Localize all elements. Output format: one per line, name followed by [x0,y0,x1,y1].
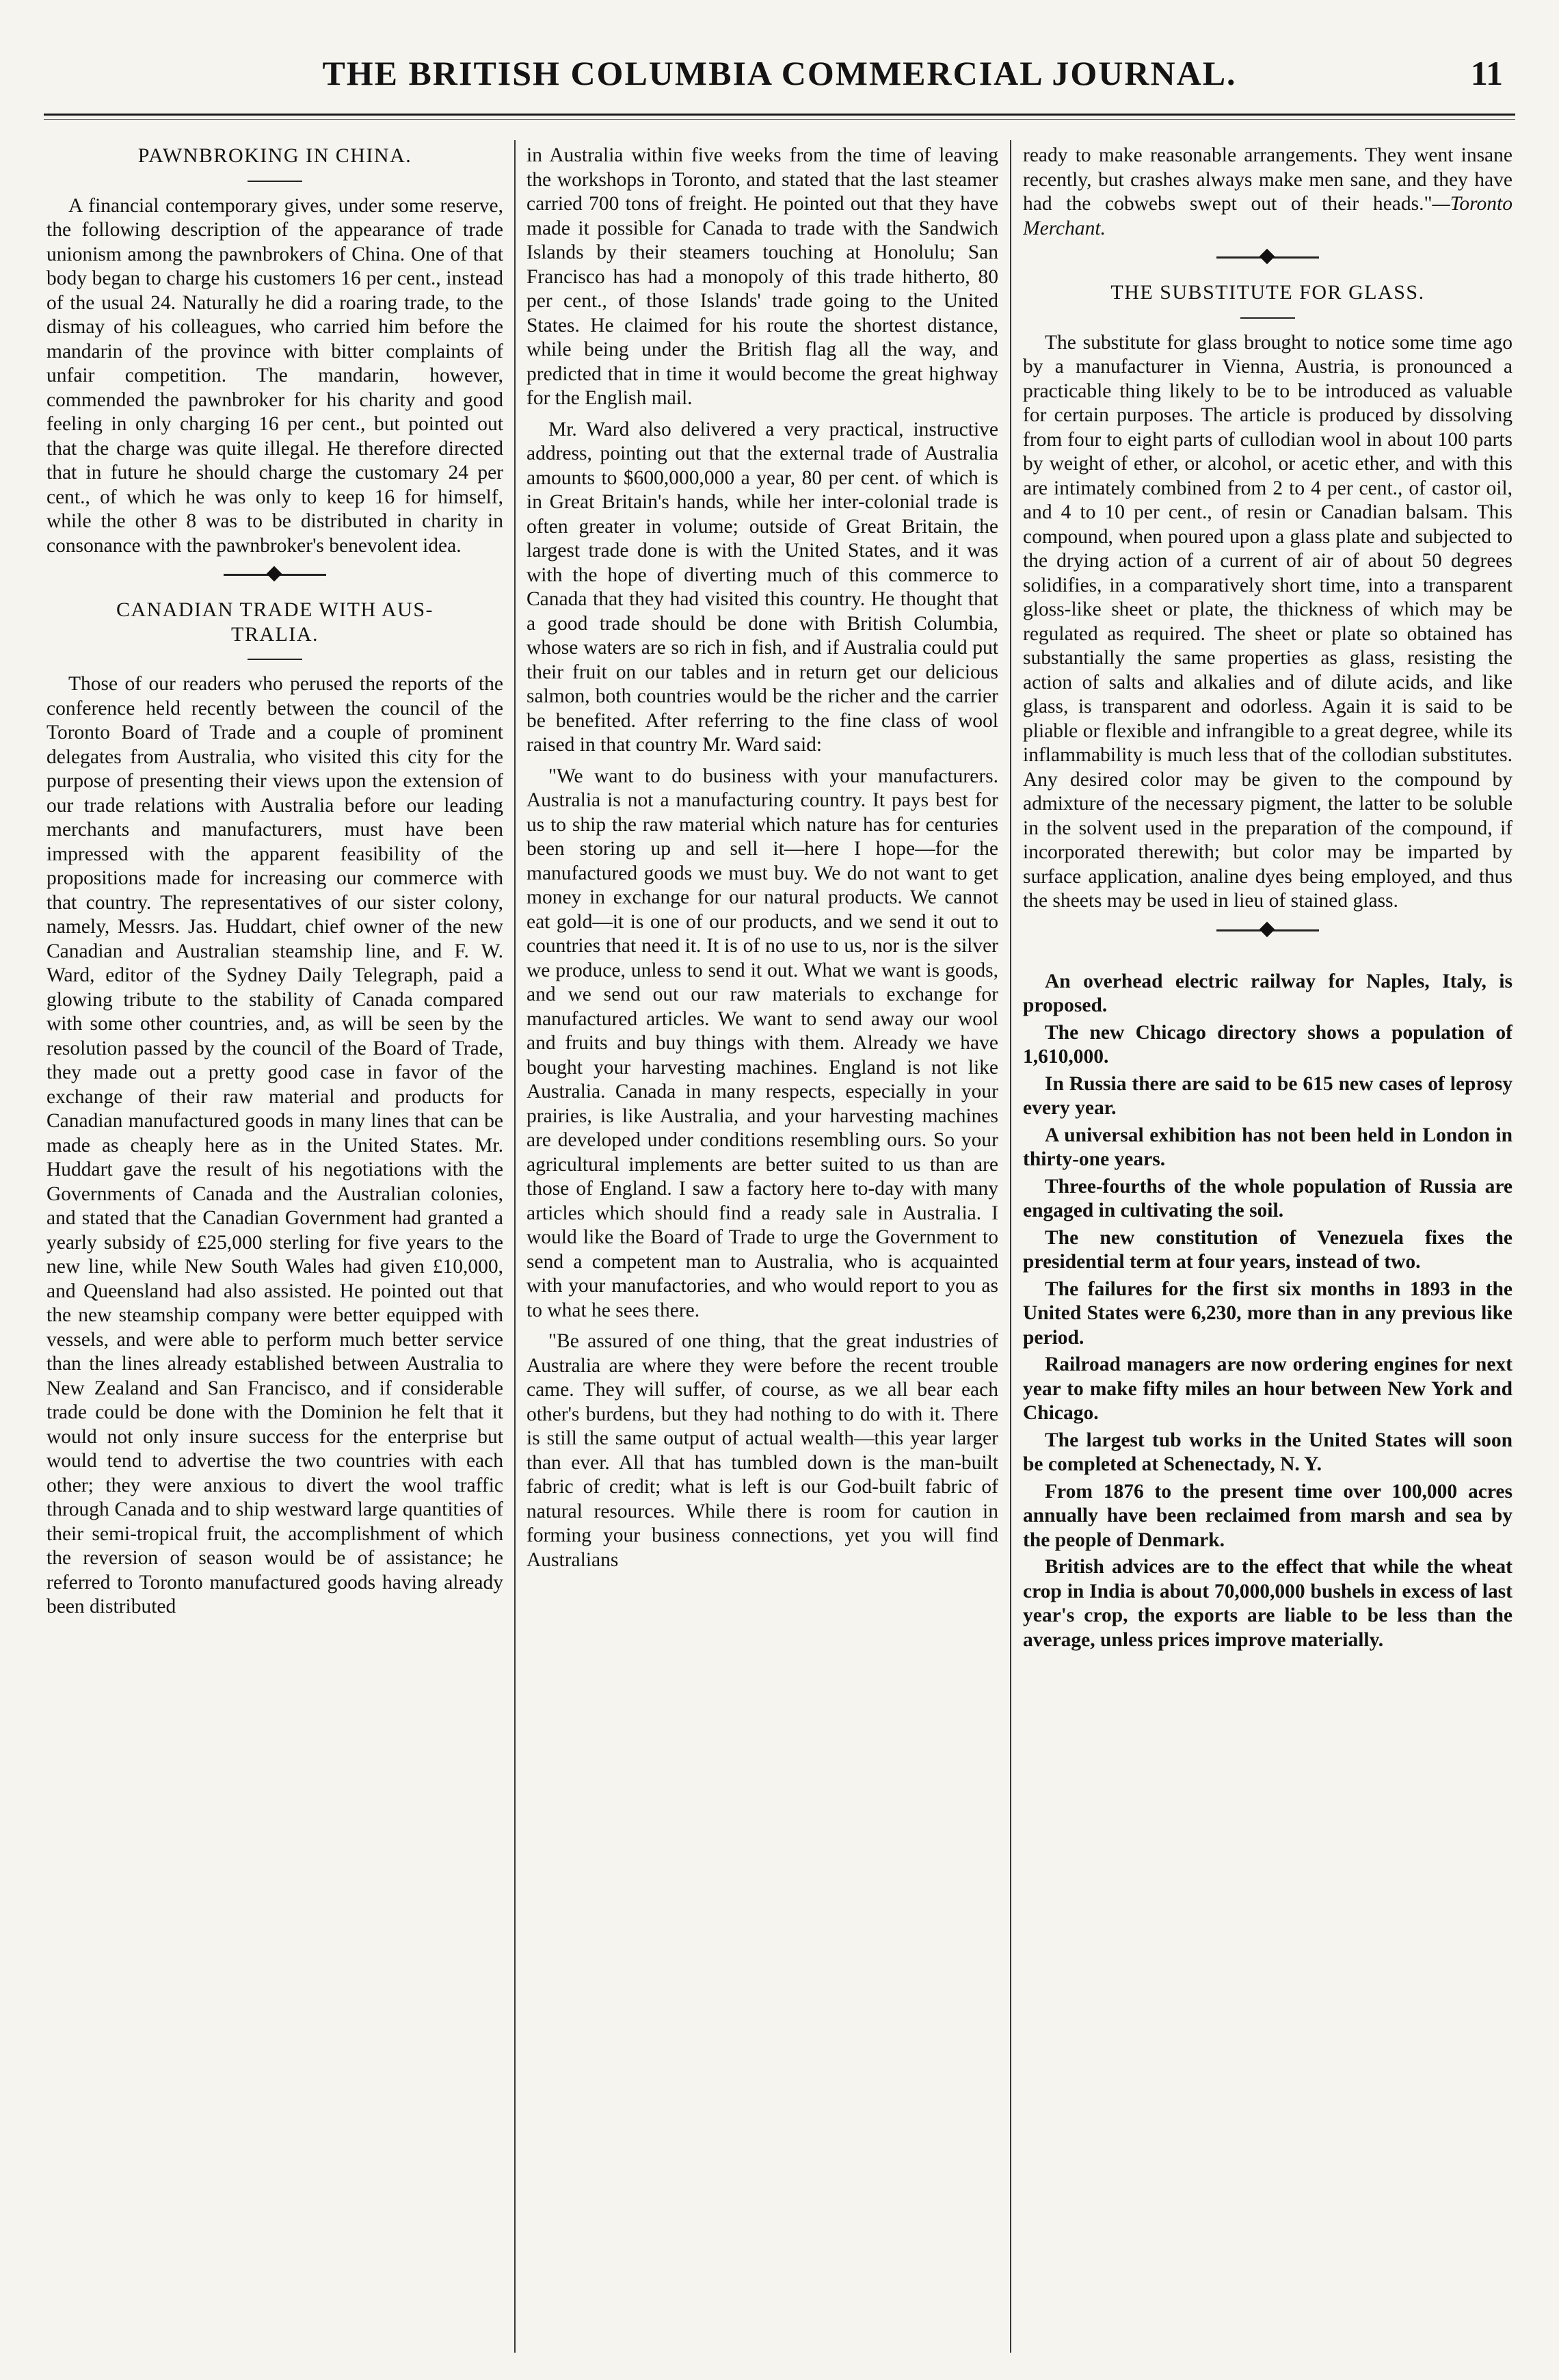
canadian-trade-paragraph-2: Mr. Ward also delivered a very practical, instructive address, pointing out that the external trade of Australia amounts to $600,000,000 a year, 80 per cent. of which is in Great Britain's hands, while her inter-colonial trade is often greater in volume; outside of Great Britain, the largest trade done is with the United States, and it was with the hope of diverting much of this commerce to Canada that they had visited this country. He thought that a good trade should be done with British Columbia, whose waters are so rich in fish, and if Australia could put their fruit on our tables and in return get our delicious salmon, both countries would be the richer and the carrier be benefited. After referring to the fine class of wool raised in that country Mr. Ward said: [527,418,998,756]
article-heading-pawnbroking: PAWNBROKING IN CHINA. [137,144,412,167]
column-divider [1010,140,1011,2353]
column-1 [46,144,503,2349]
news-brief: The new constitution of Venezuela fixes the presidential term at four years, instead of two. [1023,1226,1513,1273]
pawnbroking-body: A financial contemporary gives, under some reserve, the following description of the appearance of trade unionism among the pawnbrokers of China. One of that body began to charge his customers 16 per cent., instead of the usual 24. Naturally he did a roaring trade, to the dismay of his colleagues, who carried him before the mandarin of the province with bitter complaints of unfair competition. The mandarin, however, commended the pawnbroker for his charity and good feeling in only charging 16 per cent., but pointed out that the charge was quite illegal. He therefore directed that in future he should charge the customary 24 per cent., of which he was only to keep 16 for himself, while the other 8 was to be distributed in charity in consonance with the pawnbroker's benevolent idea. [46,194,503,557]
canadian-trade-quote-1: "We want to do business with your manufacturers. Australia is not a manufacturing country. It pays best for us to ship the raw material which nature has for centuries been storing up and sell it—here I hope—for the manufactured goods we must buy. We do not want to get money in exchange for our natural products. We cannot eat gold—it is one of our products, and we send it out to countries that need it. It is of no use to us, nor is the silver we produce, unless to send it out. What we want is goods, and we send out our raw materials to exchange for manufactured articles. We want to send away our wool and fruits and buy things with them. Already we have bought your harvesting machines. England is not like Australia. Canada in many respects, especially in your prairies, is like Australia, and your harvesting machines are developed under conditions resembling ours. So your agricultural implements are better suited to us than are those of England. I saw a factory here to-day with many articles which should find a ready sale in Australia. I would like the Board of Trade to urge the Government to send a competent man to Australia, who is acquainted with your manufactories, and who would report to you as to what he sees there. [527,765,998,1321]
news-brief: Three-fourths of the whole population of Russia are engaged in cultivating the soil. [1023,1175,1513,1221]
canadian-trade-quote-2-cont: ready to make reasonable arrangements. They went insane recently, but crashes always make men sane, and they have had the cobwebs swept out of their heads."—Toronto Merchant. [1023,144,1513,239]
section-ornament [1216,922,1319,938]
masthead-rule-thin [44,119,1515,120]
news-brief: In Russia there are said to be 615 new cases of leprosy every year. [1023,1072,1513,1119]
page-number: 11 [1470,54,1503,92]
heading-dash [248,181,302,182]
news-briefs [1023,970,1513,1653]
news-brief: An overhead electric railway for Naples, Italy, is proposed. [1023,970,1513,1016]
canadian-trade-paragraph-1-cont: in Australia within five weeks from the time of leaving the workshops in Toronto, and stated that the last steamer carried 700 tons of freight. He pointed out that they have made it possible for Canada to trade with the Sandwich Islands by their steamers touching at Honolulu; San Francisco has had a monopoly of this trade hitherto, 80 per cent., of those Islands' trade going to the United States. He claimed for his route the shortest distance, while being under the British flag all the way, and predicted that in time it would become the great highway for the English mail. [527,144,998,409]
news-brief: Railroad managers are now ordering engines for next year to make fifty miles an hour between New York and Chicago. [1023,1353,1513,1424]
column-3 [1023,144,1513,2349]
article-heading-canadian-trade-cont: TRALIA. [231,622,319,646]
heading-dash [248,659,302,660]
canadian-trade-quote-2: "Be assured of one thing, that the great industries of Australia are where they were before the recent trouble came. They will suffer, of course, as we all bear each other's burdens, but they had nothing to do with it. There is still the same output of actual wealth—this year larger than ever. All that has tumbled down is the man-built fabric of credit; what is left is our God-built fabric of natural resources. While there is room for caution in forming your business connections, yet you will find Australians [527,1330,998,1571]
masthead [0,53,1559,108]
glass-body: The substitute for glass brought to notice some time ago by a manufacturer in Vienna, Austria, is pronounced a practicable thing likely to be to be introduced as valuable for certain purposes. The article is produced by dissolving from four to eight parts of cullodian wool in about 100 parts by weight of ether, or alcohol, or acetic ether, and with this are intimately combined from 2 to 4 per cent., of castor oil, and 4 to 10 per cent., of resin or Canadian balsam. This compound, when poured upon a glass plate and subjected to the drying action of a current of air of about 50 degrees solidifies, in a comparatively short time, into a transparent gloss-like sheet or plate, the thickness of which may be regulated as required. The sheet or plate so obtained has substantially the same properties as glass, resisting the action of salts and alkalies and of dilute acids, and like glass, is transparent and odorless. Again it is said to be pliable or flexible and infrangible to a great degree, while its inflammability is much less that of the collodian substitutes. Any desired color may be given to the compound by admixture of the necessary pigment, the latter to be soluble in the solvent used in the preparation of the compound, if incorporated therewith; but color may be imparted by surface application, analine dyes being employed, and thus the sheets may be used in lieu of stained glass. [1023,331,1513,912]
news-brief: A universal exhibition has not been held in London in thirty-one years. [1023,1124,1513,1170]
heading-dash [1240,317,1295,319]
column-2 [527,144,998,2349]
news-brief: British advices are to the effect that while the wheat crop in India is about 70,000,000 bushels in excess of last year's crop, the exports are liable to be less than the average, unless prices improve materially. [1023,1556,1513,1651]
journal-title: THE BRITISH COLUMBIA COMMERCIAL JOURNAL. [322,54,1237,92]
article-signature: —Toronto Merchant. [1023,193,1513,239]
section-ornament [1216,249,1319,265]
news-brief: The new Chicago directory shows a population of 1,610,000. [1023,1021,1513,1068]
article-heading-canadian-trade: CANADIAN TRADE WITH AUS- [116,598,434,621]
column-divider [514,140,516,2353]
masthead-rule [44,114,1515,116]
article-heading-glass: THE SUBSTITUTE FOR GLASS. [1110,281,1425,304]
news-brief: The failures for the first six months in 1893 in the United States were 6,230, more than in any previous like period. [1023,1278,1513,1349]
section-ornament [224,566,326,583]
news-brief: The largest tub works in the United States will soon be completed at Schenectady, N. Y. [1023,1429,1513,1475]
canadian-trade-paragraph-1: Those of our readers who perused the reports of the conference held recently between the council of the Toronto Board of Trade and a couple of prominent delegates from Australia, who visited this city for the purpose of presenting their views upon the extension of our trade relations with Australia before our leading merchants and manufacturers, must have been impressed with the apparent feasibility of the propositions made for increasing our commerce with that country. The representatives of our sister colony, namely, Messrs. Jas. Huddart, chief owner of the new Canadian and Australian steamship line, and F. W. Ward, editor of the Sydney Daily Telegraph, paid a glowing tribute to the stability of Canada compared with some other countries, and, as will be seen by the resolution passed by the council of the Board of Trade, they made out a pretty good case in favor of the exchange of their raw material and products for Canadian manufactured goods in many lines that can be made as cheaply here as in the United States. Mr. Huddart gave the result of his negotiations with the Governments of Canada and the Australian colonies, and stated that the Canadian Government had granted a yearly subsidy of £25,000 sterling for five years to the new line, while New South Wales had given £10,000, and Queensland had also assisted. He pointed out that the new steamship company were better equipped with vessels, and were able to perform much better service than the lines already established between Australia to New Zealand and San Francisco, and if considerable trade could be done with the Dominion he felt that it would not only insure success for the enterprise but would tend to advertise the two countries with each other; they were anxious to divert the wool traffic through Canada and to ship westward large quantities of their semi-tropical fruit, the accomplishment of which the reversion of season would be of assistance; he referred to Toronto manufactured goods having already been distributed [46,673,503,1617]
news-brief: From 1876 to the present time over 100,000 acres annually have been reclaimed from marsh and sea by the people of Denmark. [1023,1480,1513,1551]
